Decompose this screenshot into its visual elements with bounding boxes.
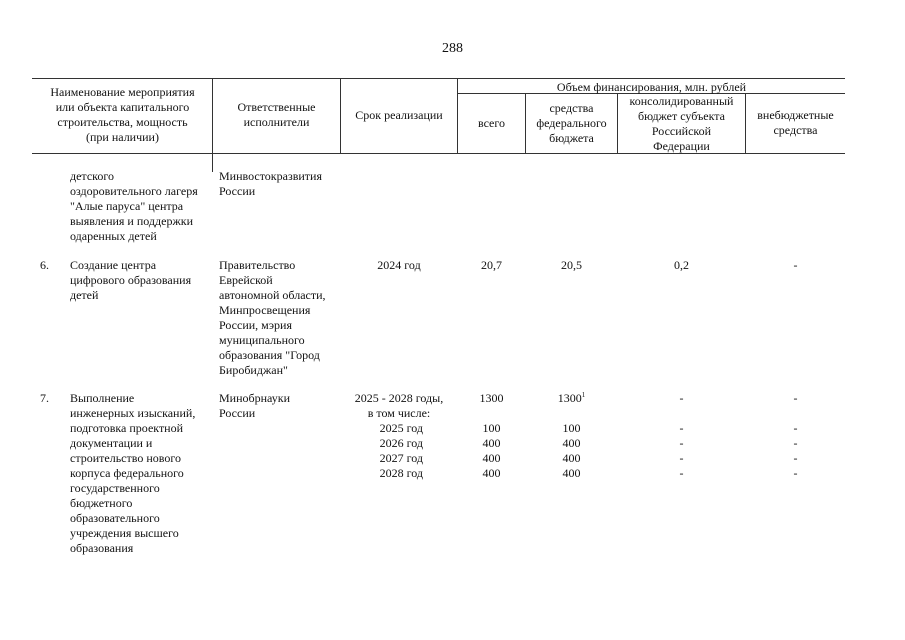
federal-value-main: 1300$^1$ xyxy=(557,391,586,405)
row7-years xyxy=(341,421,423,481)
year-label: 2025 год xyxy=(379,421,423,435)
federal-value: 400 xyxy=(562,451,581,465)
federal-value: 100 xyxy=(562,421,581,435)
page-number: 288 xyxy=(442,41,463,56)
offbudget-value: - xyxy=(793,466,798,480)
row6-regional: 0,2 xyxy=(674,258,689,272)
regional-value: - xyxy=(679,466,684,480)
offbudget-value: - xyxy=(793,451,798,465)
cont-responsible: Минвостокразвития России xyxy=(219,169,322,198)
table-top-rule xyxy=(32,78,845,79)
total-value: 400 xyxy=(482,451,501,465)
federal-value: 400 xyxy=(562,466,581,480)
row7-regional-values xyxy=(618,391,745,481)
row6-offbudget: - xyxy=(793,258,798,272)
row6-total: 20,7 xyxy=(481,258,502,272)
header-term: Срок реализации xyxy=(355,108,443,122)
year-label: 2027 год xyxy=(379,451,423,465)
header-federal: средства федерального бюджета xyxy=(536,101,607,145)
regional-value: - xyxy=(679,421,684,435)
regional-value: - xyxy=(679,391,684,405)
row7-federal-values xyxy=(526,391,617,481)
header-name: Наименование мероприятия или объекта капитального строительства, мощность (при наличии) xyxy=(50,85,195,144)
row6-term: 2024 год xyxy=(377,258,421,272)
offbudget-value: - xyxy=(793,421,798,435)
total-value: 1300 xyxy=(479,391,504,405)
header-funding: Объем финансирования, млн. рублей xyxy=(556,80,747,94)
cont-name: детского оздоровительного лагеря "Алые паруса" центра выявления и поддержки одаренных детей xyxy=(70,169,198,243)
regional-value: - xyxy=(679,436,684,450)
row7-number: 7. xyxy=(40,391,49,405)
year-label: 2028 год xyxy=(379,466,423,480)
header-responsible: Ответственные исполнители xyxy=(237,100,316,129)
total-value: 400 xyxy=(482,466,501,480)
regional-value: - xyxy=(679,451,684,465)
total-value: 400 xyxy=(482,436,501,450)
row7-term: 2025 - 2028 годы, в том числе: xyxy=(354,391,444,420)
header-regional: консолидированный бюджет субъекта Российской Федерации xyxy=(629,94,734,153)
row7-name: Выполнение инженерных изысканий, подготовка проектной документации и строительство нового корпуса федерального государственного бюджетного образовательного учреждения высшего образования xyxy=(70,391,196,555)
row6-number: 6. xyxy=(40,258,49,272)
offbudget-value: - xyxy=(793,391,798,405)
row7-responsible: Минобрнауки России xyxy=(219,391,291,420)
offbudget-value: - xyxy=(793,436,798,450)
total-value: 100 xyxy=(482,421,501,435)
row7-offbudget-values xyxy=(746,391,845,481)
row6-name: Создание центра цифрового образования детей xyxy=(70,258,192,302)
header-offbudget: внебюджетные средства xyxy=(757,108,834,137)
footnote-marker: 1 xyxy=(581,391,586,399)
row6-federal: 20,5 xyxy=(561,258,582,272)
row7-total-values xyxy=(458,391,525,481)
header-total: всего xyxy=(477,116,506,130)
federal-value: 400 xyxy=(562,436,581,450)
year-label: 2026 год xyxy=(379,436,423,450)
row6-responsible: Правительство Еврейской автономной области, Минпросвещения России, мэрия муниципального образования "Город Биробиджан" xyxy=(219,258,326,377)
